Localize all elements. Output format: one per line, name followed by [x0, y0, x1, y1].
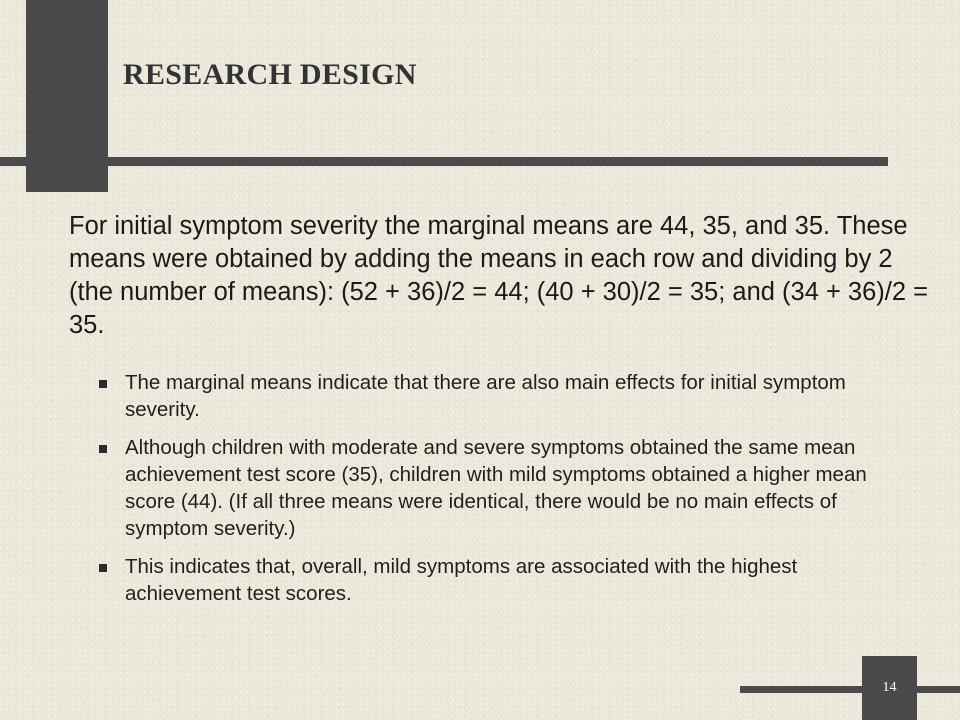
- square-bullet-icon: [99, 564, 107, 572]
- footer-bar: [740, 686, 960, 693]
- bullet-text: Although children with moderate and severe symptoms obtained the same mean achievement test score (35), children with mild symptoms obtained a higher mean score (44). (If all three means were identical, there would be no main effects of symptom severity.): [125, 436, 867, 540]
- title-underline-bar: [0, 157, 888, 166]
- square-bullet-icon: [99, 380, 107, 388]
- main-paragraph: For initial symptom severity the marginal means are 44, 35, and 35. These means were obtained by adding the means in each row and dividing by 2 (the number of means): (52 + 36)/2 = 44; (40 + 30)/2 = 35; and (34 + 36)/2 = 35.: [69, 212, 929, 339]
- bullet-text: This indicates that, overall, mild symptoms are associated with the highest achievement test scores.: [125, 555, 798, 605]
- slide-title: RESEARCH DESIGN: [123, 58, 417, 91]
- bullet-item: [97, 434, 917, 542]
- bullet-item: [97, 553, 917, 607]
- bullet-text: The marginal means indicate that there are also main effects for initial symptom severity.: [125, 371, 846, 421]
- bullet-list: [97, 369, 917, 618]
- page-number: 14: [882, 680, 897, 695]
- bullet-item: [97, 369, 917, 423]
- square-bullet-icon: [99, 445, 107, 453]
